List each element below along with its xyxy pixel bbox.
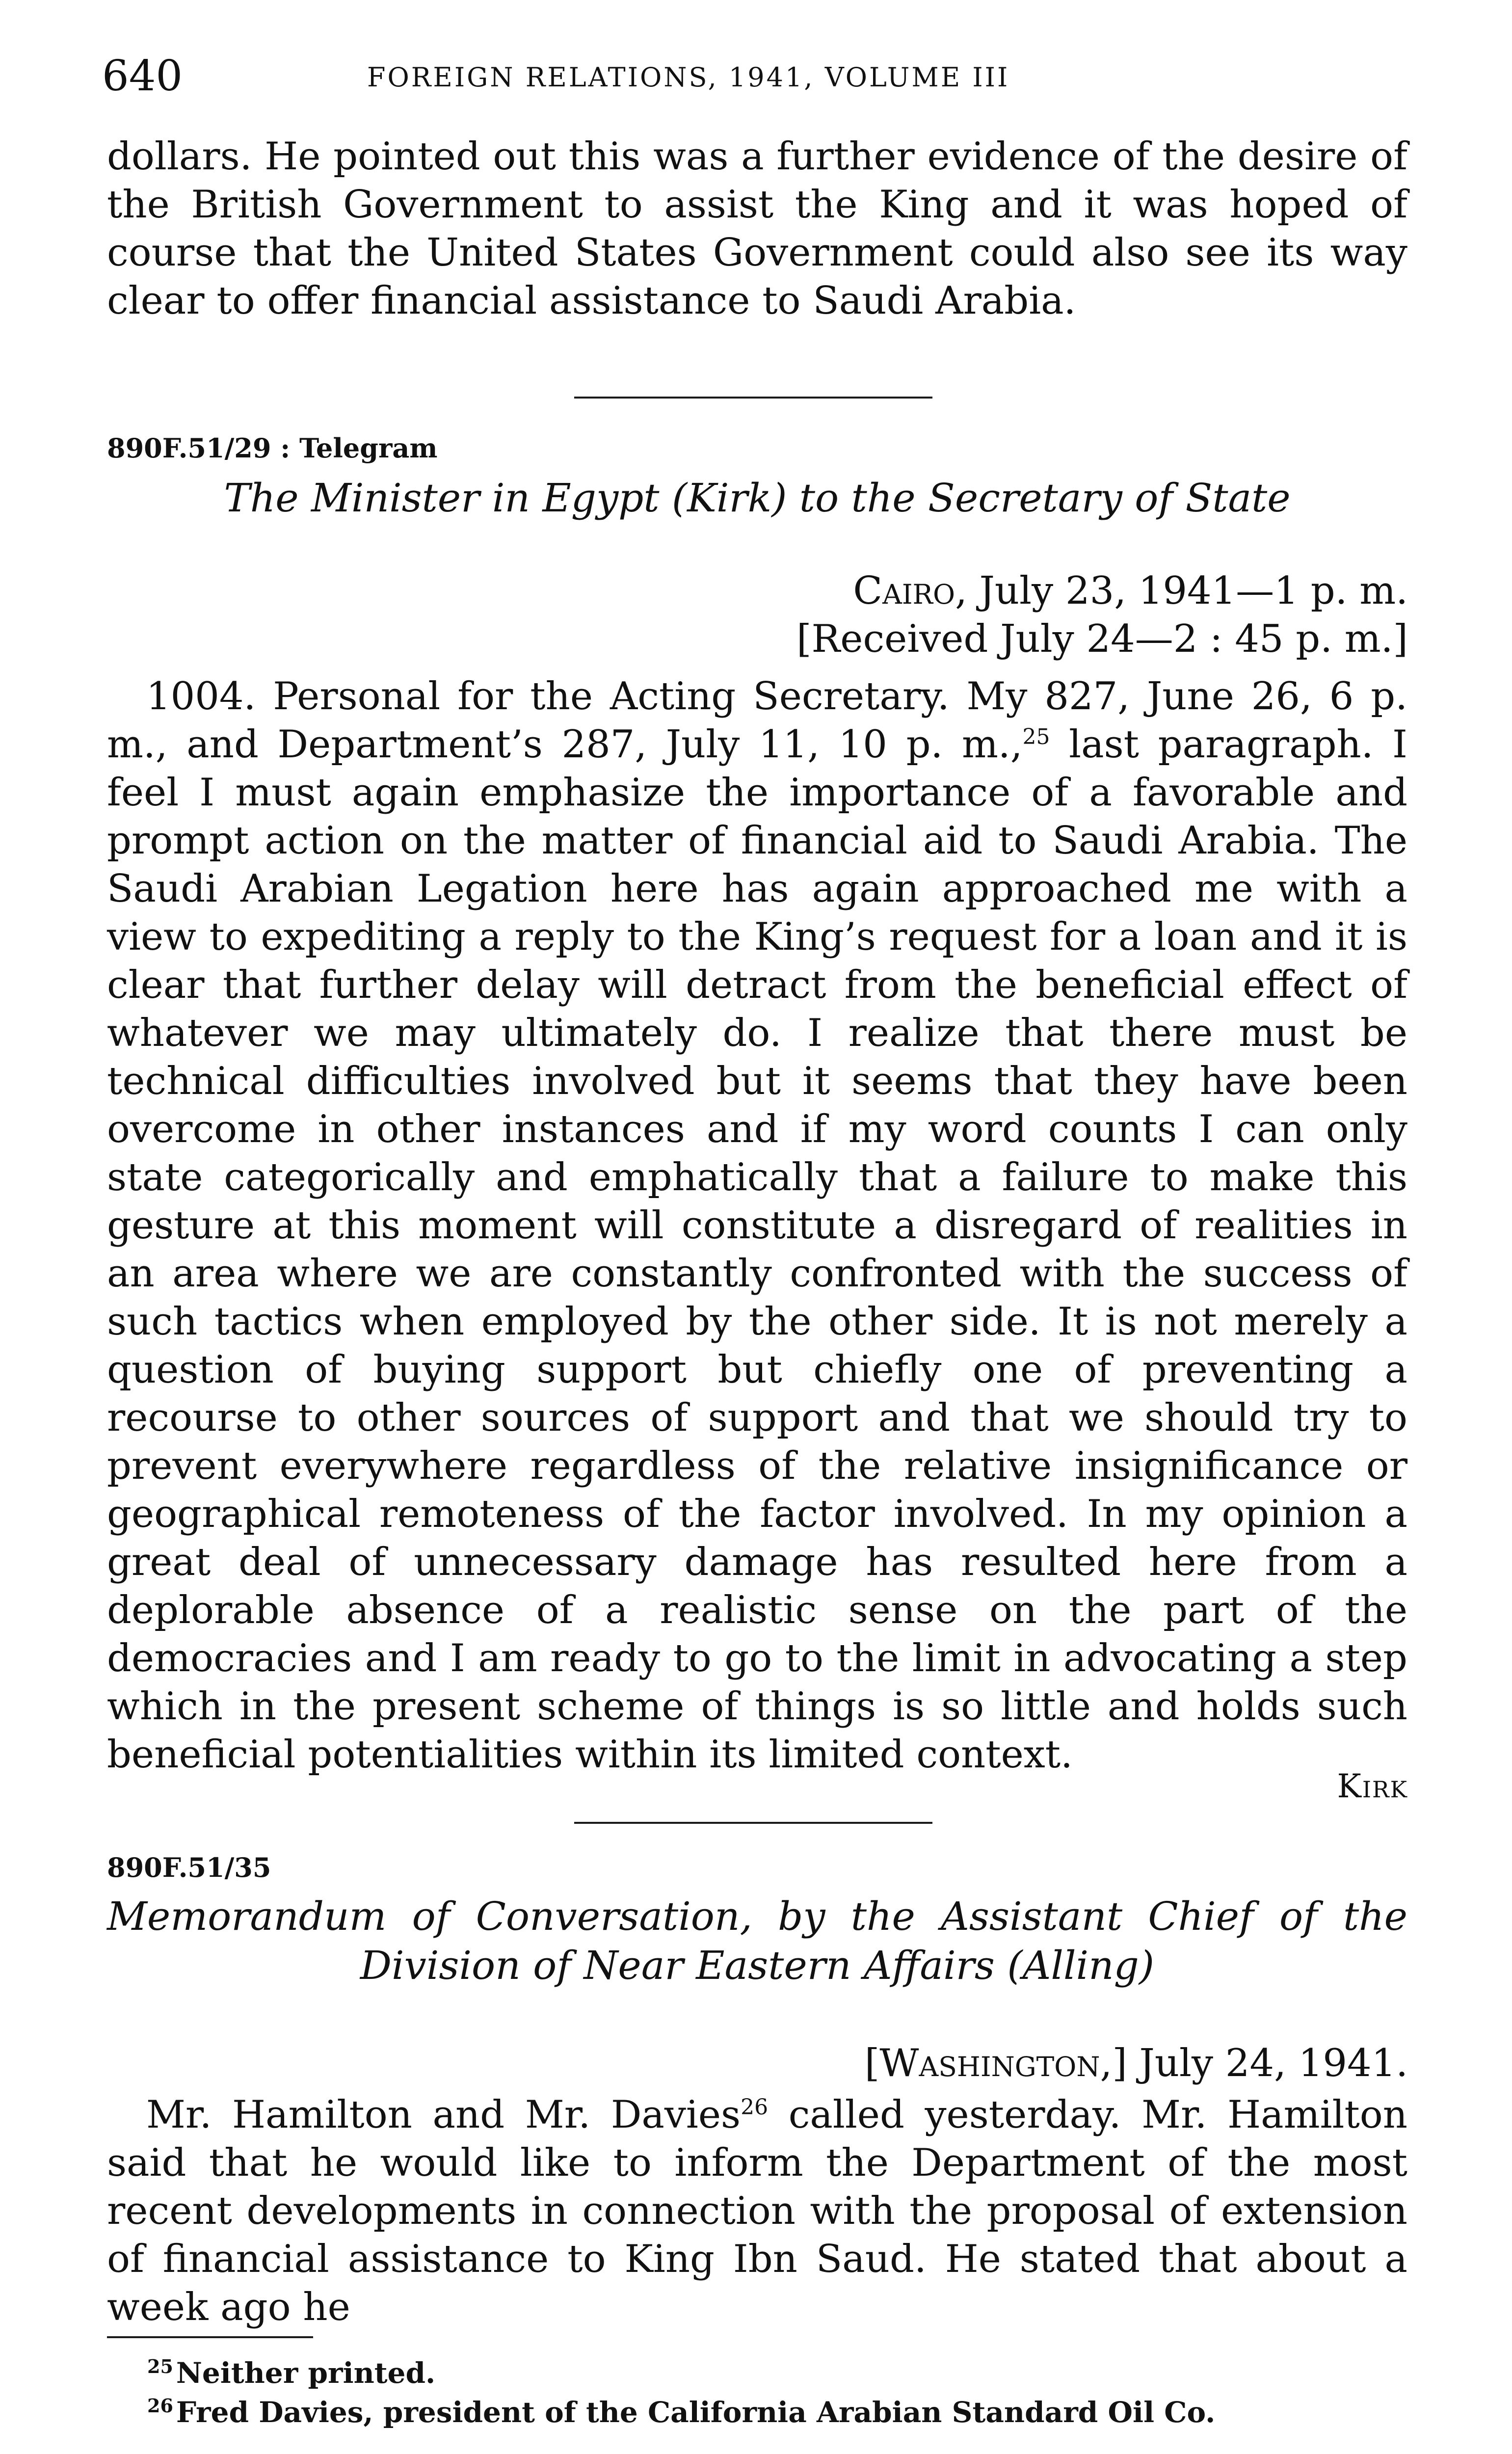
memorandum-body-rest: called yesterday. Mr. Hamilton said that he would like to inform the Department of the most recent developments in connection with the proposal of extension of financial assistance to King Ibn Saud. He stated that about a week ago he xyxy=(107,2093,1408,2329)
footnote-26 xyxy=(147,2395,1215,2429)
carryover-paragraph: dollars. He pointed out this was a further evidence of the desire of the British Government to assist the King and it was hoped of course that the United States Government could also see its way clear to offer financial assistance to Saudi Arabia. xyxy=(107,134,1407,323)
telegram-title: The Minister in Egypt (Kirk) to the Secretary of State xyxy=(224,475,1291,521)
telegram-body xyxy=(107,672,1407,1779)
footnote-divider xyxy=(107,2336,313,2338)
footnote-text: Fred Davies, president of the California Arabian Standard Oil Co. xyxy=(176,2396,1216,2429)
telegram-place: Cairo xyxy=(853,569,955,613)
telegram-file-reference: 890F.51/29 : Telegram xyxy=(107,432,438,464)
footnote-reference-25: 25 xyxy=(1022,724,1050,749)
footnote-text: Neither printed. xyxy=(176,2356,436,2390)
footnote-reference-26: 26 xyxy=(741,2095,769,2120)
footnote-number: 25 xyxy=(147,2355,173,2377)
telegram-date: , July 23, 1941—1 p. m. xyxy=(955,569,1408,613)
running-title: FOREIGN RELATIONS, 1941, VOLUME III xyxy=(367,62,1010,93)
memorandum-file-reference: 890F.51/35 xyxy=(107,1852,271,1883)
telegram-dateline xyxy=(853,567,1408,615)
page-number: 640 xyxy=(102,52,183,101)
telegram-received: [Received July 24—2 : 45 p. m.] xyxy=(796,617,1408,661)
telegram-body-start: 1004. Personal for the Acting Secretary. My 827, June 26, 6 p. m., and Department’s 287, July 11, 10 p. m., xyxy=(107,674,1407,767)
telegram-signature: Kirk xyxy=(1337,1767,1408,1805)
memorandum-dateline xyxy=(865,2039,1408,2087)
memorandum-body xyxy=(107,2091,1407,2331)
memorandum-body-start: Mr. Hamilton and Mr. Davies xyxy=(146,2093,741,2137)
footnote-25 xyxy=(147,2356,435,2390)
section-divider xyxy=(574,397,932,399)
telegram-body-rest: last paragraph. I feel I must again emphasize the importance of a favorable and prompt action on the matter of financial aid to Saudi Arabia. The Saudi Arabian Legation here has again approached me with a view to expediting a reply to the King’s request for a loan and it is clear that further delay will detract from the beneficial effect of whatever we may ultimately do. I realize that there must be technical difficulties involved but it seems that they have been overcome in other instances and if my word counts I can only state categorically and emphatically that a failure to make this gesture at this moment will constitute a disregard of realities in an area where we are constantly confronted with the success of such tactics when employed by the other side. It is not merely a question of buying support but chiefly one of preventing a recourse to other sources of support and that we should try to prevent everywhere regardless of the relative insignificance or geographical remoteness of the factor involved. In my opinion a great deal of unnecessary damage has resulted here from a deplorable absence of a realistic sense on the part of the democracies and I am ready to go to the limit in advocating a step which in the present scheme of things is so little and holds such beneficial potentialities within its limited context. xyxy=(107,722,1407,1777)
section-divider xyxy=(574,1822,932,1824)
memorandum-title: Memorandum of Conversation, by the Assistant Chief of the Division of Near Eastern Affairs (Alling) xyxy=(107,1894,1407,1988)
memorandum-date: July 24, 1941. xyxy=(1127,2041,1408,2085)
footnote-number: 26 xyxy=(147,2394,173,2417)
memorandum-place: [Washington,] xyxy=(864,2041,1127,2085)
